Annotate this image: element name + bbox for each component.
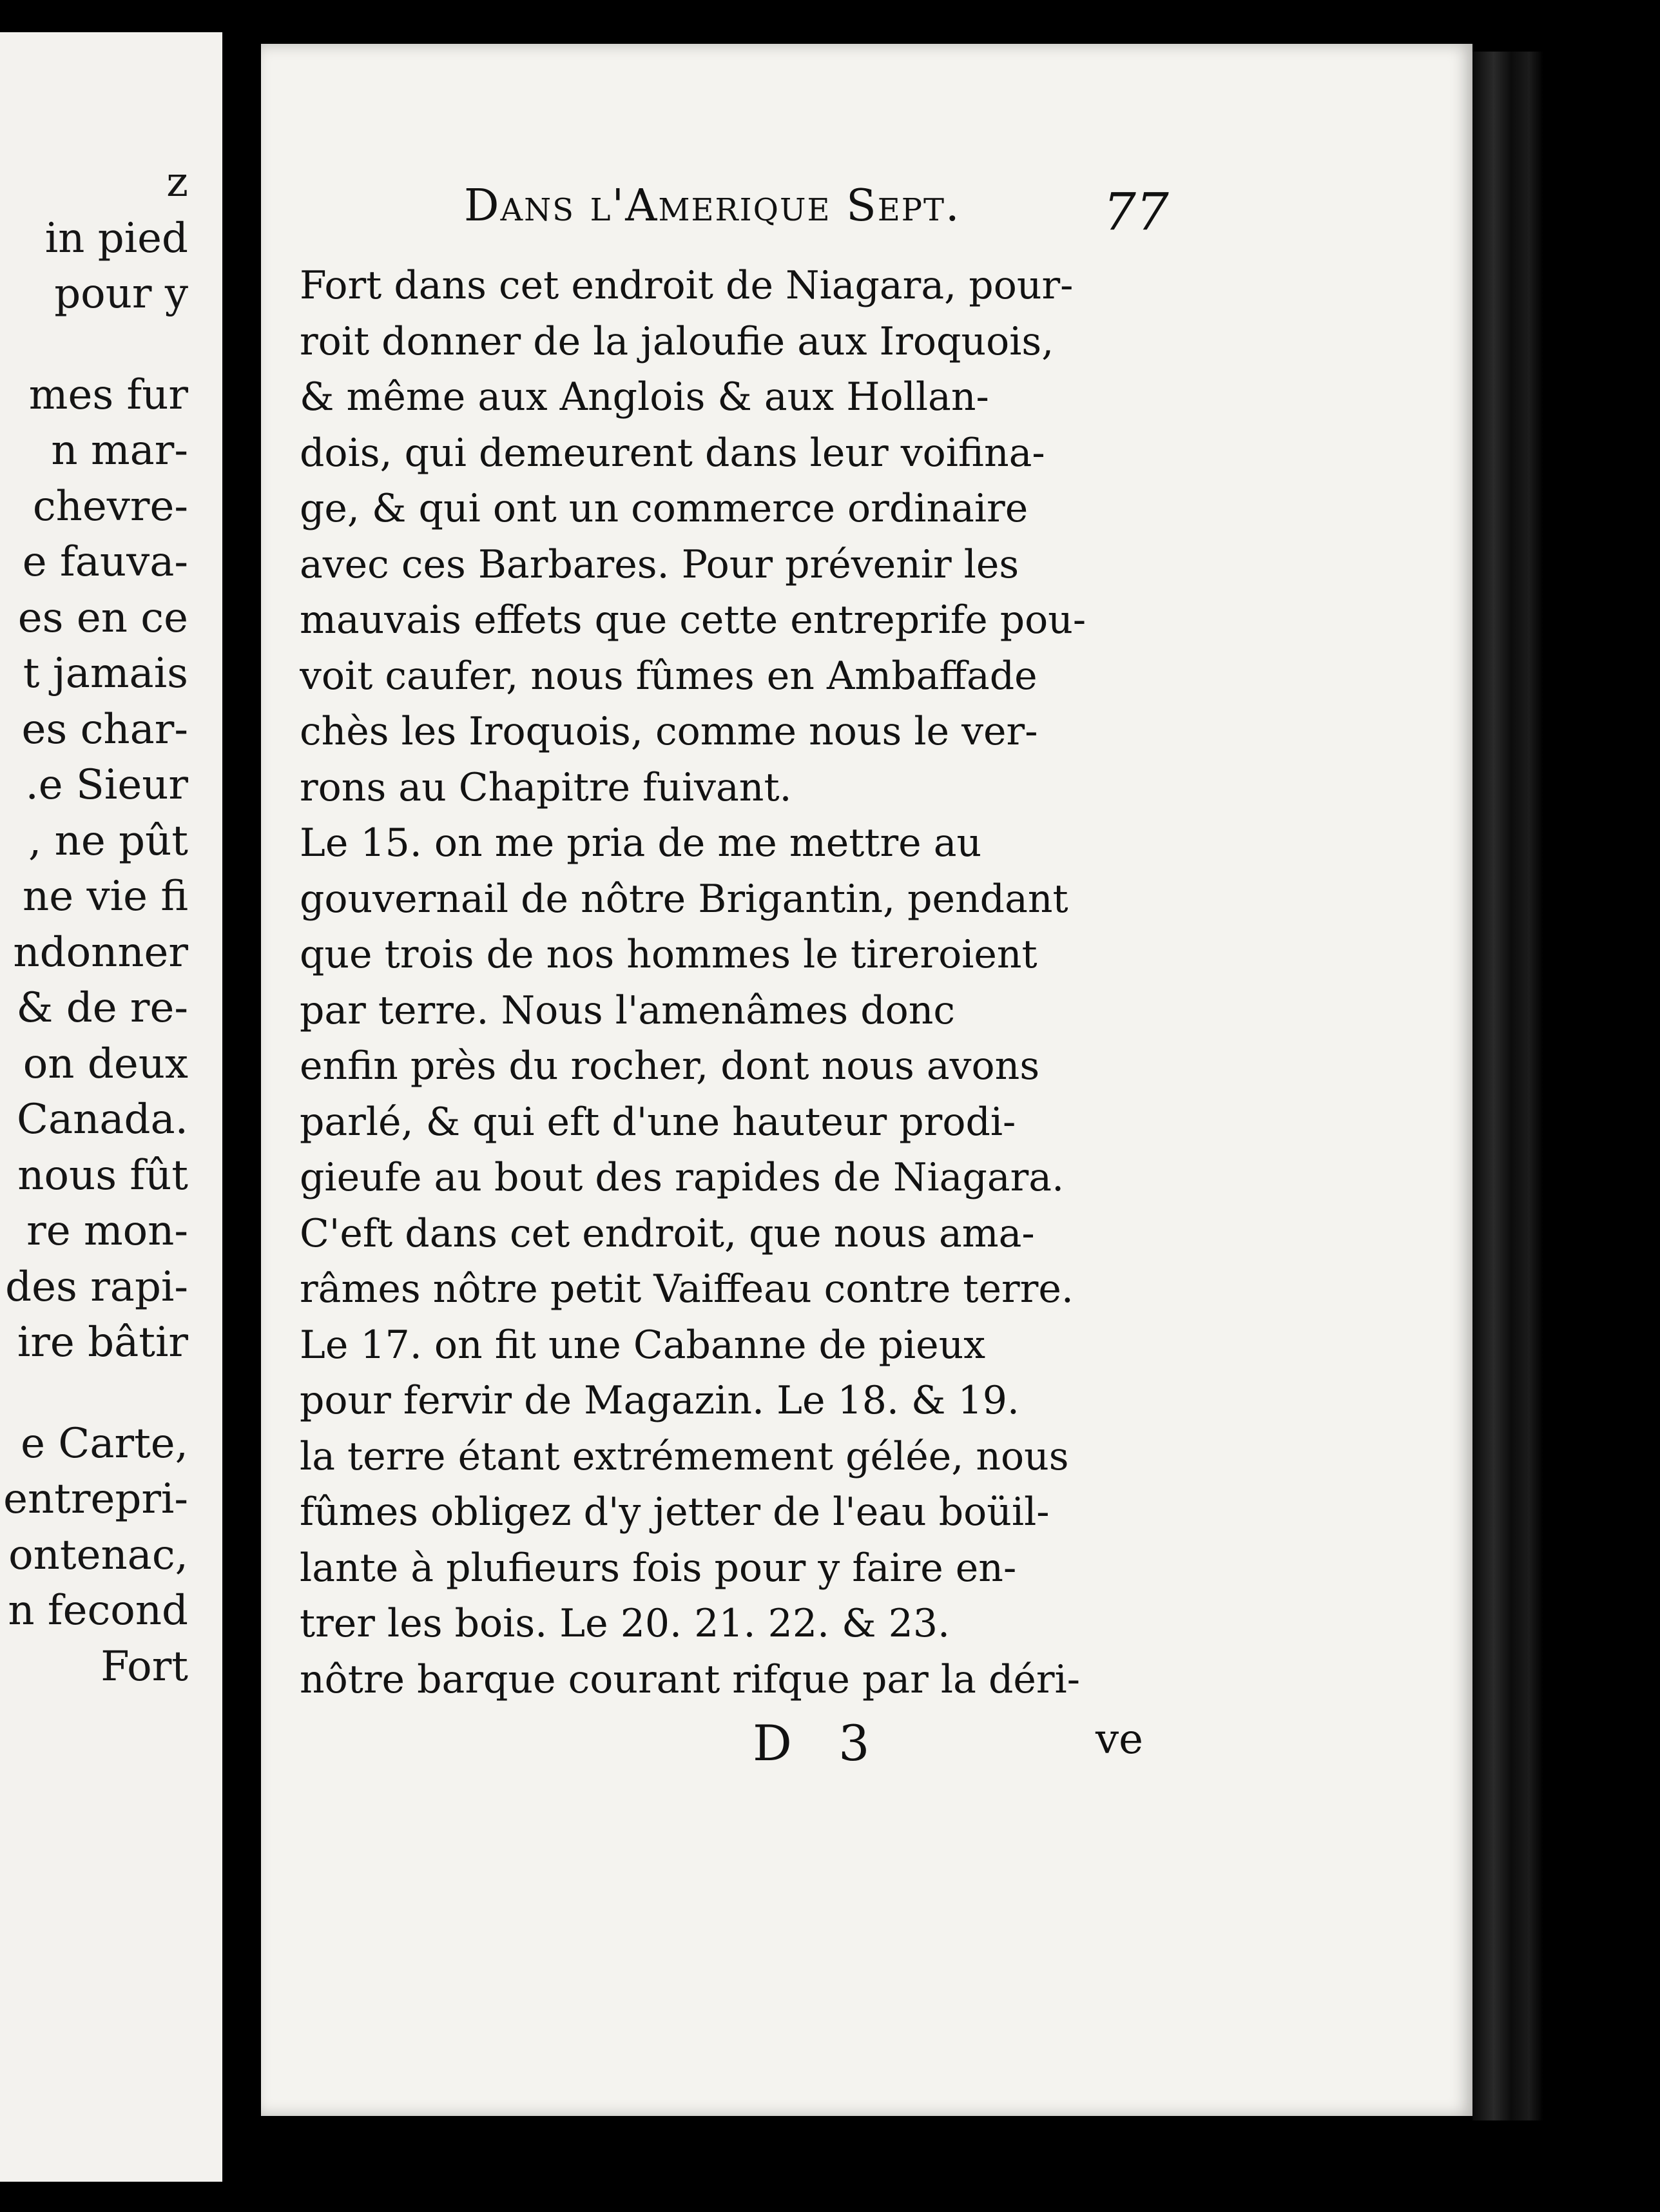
catchword: ve: [1095, 1716, 1144, 1763]
text-line: [300, 1206, 1210, 1262]
text-line: [300, 1484, 1210, 1540]
text-line-content: la terre étant extrémement gélée, nous: [300, 1433, 1069, 1479]
left-text-line: es char-: [21, 705, 188, 753]
text-line: [300, 592, 1210, 648]
page-fore-edge: [1472, 52, 1543, 2120]
left-text-line: Fort: [101, 1642, 188, 1691]
text-line: [300, 1038, 1210, 1094]
text-line: [300, 1373, 1210, 1429]
text-line-content: rons au Chapitre fuivant.: [300, 764, 792, 810]
text-line: [300, 815, 1210, 871]
text-line: [300, 1596, 1210, 1652]
left-facing-page: [0, 32, 222, 2182]
text-line-content: lante à plufieurs fois pour y faire en-: [300, 1545, 1017, 1591]
text-line: [300, 1540, 1210, 1596]
left-text-line: [3, 322, 188, 367]
left-text-line: entrepri-: [3, 1475, 188, 1523]
left-text-line: [3, 1371, 188, 1416]
left-text-line: n mar-: [51, 427, 188, 474]
text-line-content: avec ces Barbares. Pour prévenir les: [300, 541, 1019, 587]
left-text-line: re mon-: [26, 1207, 188, 1255]
text-line: [300, 369, 1210, 425]
text-line: [300, 258, 1210, 314]
text-line-content: pour fervir de Magazin. Le 18. & 19.: [300, 1378, 1019, 1423]
text-line-content: roit donner de la jaloufie aux Iroquois,: [300, 318, 1054, 364]
text-line: [300, 871, 1210, 927]
book-gutter: [222, 0, 261, 2212]
text-line-content: Fort dans cet endroit de Niagara, pour-: [300, 263, 1074, 308]
text-line-content: fûmes obligez d'y jetter de l'eau boüil-: [300, 1489, 1050, 1535]
left-text-line: in pied: [44, 214, 188, 262]
text-line: [300, 537, 1210, 593]
left-text-line: e fauva-: [22, 538, 188, 586]
left-text-line: ontenac,: [8, 1531, 188, 1579]
text-line-content: Le 15. on me pria de me mettre au: [300, 820, 982, 866]
text-line-content: nôtre barque courant rifque par la déri-: [300, 1656, 1081, 1702]
left-text-line: es en ce: [17, 594, 188, 642]
left-text-line: nous fût: [17, 1151, 188, 1199]
text-line-content: râmes nôtre petit Vaiffeau contre terre.: [300, 1266, 1074, 1312]
text-line: [300, 1150, 1210, 1206]
text-line: [300, 1429, 1210, 1485]
text-line-content: gieufe au bout des rapides de Niagara.: [300, 1155, 1065, 1200]
text-line-content: Le 17. on fit une Cabanne de pieux: [300, 1322, 986, 1368]
left-text-line: on deux: [23, 1040, 188, 1088]
left-text-line: & de re-: [16, 984, 188, 1032]
text-line: [300, 1652, 1210, 1708]
left-text-line: ne vie fi: [23, 873, 188, 920]
text-line-content: dois, qui demeurent dans leur voifina-: [300, 430, 1045, 476]
left-text-line: pour y: [54, 270, 188, 318]
text-line: [300, 1261, 1210, 1317]
left-text-line: e Carte,: [21, 1419, 188, 1468]
left-text-line: .e Sieur: [25, 761, 188, 809]
left-text-line: n fecond: [8, 1587, 188, 1635]
text-line-content: & même aux Anglois & aux Hollan-: [300, 374, 989, 420]
text-line: [300, 760, 1210, 816]
text-line: [300, 927, 1210, 983]
text-line: [300, 1317, 1210, 1373]
left-text-line: t jamais: [23, 650, 188, 697]
text-line-content: mauvais effets que cette entreprife pou-: [300, 597, 1086, 643]
text-line-content: trer les bois. Le 20. 21. 22. & 23.: [300, 1601, 951, 1646]
text-line-content: par terre. Nous l'amenâmes donc: [300, 987, 956, 1033]
text-line: [300, 983, 1210, 1039]
text-line: [300, 425, 1210, 481]
left-text-line: chevre-: [32, 482, 188, 530]
page-body-text: [300, 258, 1210, 1707]
text-line: [300, 314, 1210, 370]
page-number: 77: [1103, 182, 1169, 242]
text-line-content: enfin près du rocher, dont nous avons: [300, 1043, 1040, 1089]
text-line-content: chès les Iroquois, comme nous le ver-: [300, 709, 1038, 754]
text-line-content: voit caufer, nous fûmes en Ambaffade: [300, 653, 1038, 699]
text-line-content: ge, & qui ont un commerce ordinaire: [300, 486, 1028, 531]
left-text-line: z: [166, 159, 188, 206]
running-head: Dans l'Amerique Sept.: [464, 180, 961, 231]
text-line-content: parlé, & qui eft d'une hauteur prodi-: [300, 1099, 1016, 1145]
text-line: [300, 481, 1210, 537]
text-line-content: gouvernail de nôtre Brigantin, pendant: [300, 876, 1068, 922]
text-line: [300, 704, 1210, 760]
left-text-line: ire bâtir: [17, 1319, 188, 1366]
left-text-line: mes fur: [28, 371, 188, 419]
left-text-line: des rapi-: [5, 1263, 188, 1311]
text-line: [300, 1094, 1210, 1150]
left-text-line: , ne pût: [28, 817, 188, 865]
left-text-line: ndonner: [13, 928, 188, 976]
left-text-line: Canada.: [17, 1096, 188, 1143]
text-line: [300, 648, 1210, 704]
text-line-content: que trois de nos hommes le tireroient: [300, 932, 1038, 977]
text-line-content: C'eft dans cet endroit, que nous ama-: [300, 1210, 1035, 1256]
left-page-text: [3, 155, 188, 1694]
signature-mark: D 3: [753, 1714, 885, 1772]
